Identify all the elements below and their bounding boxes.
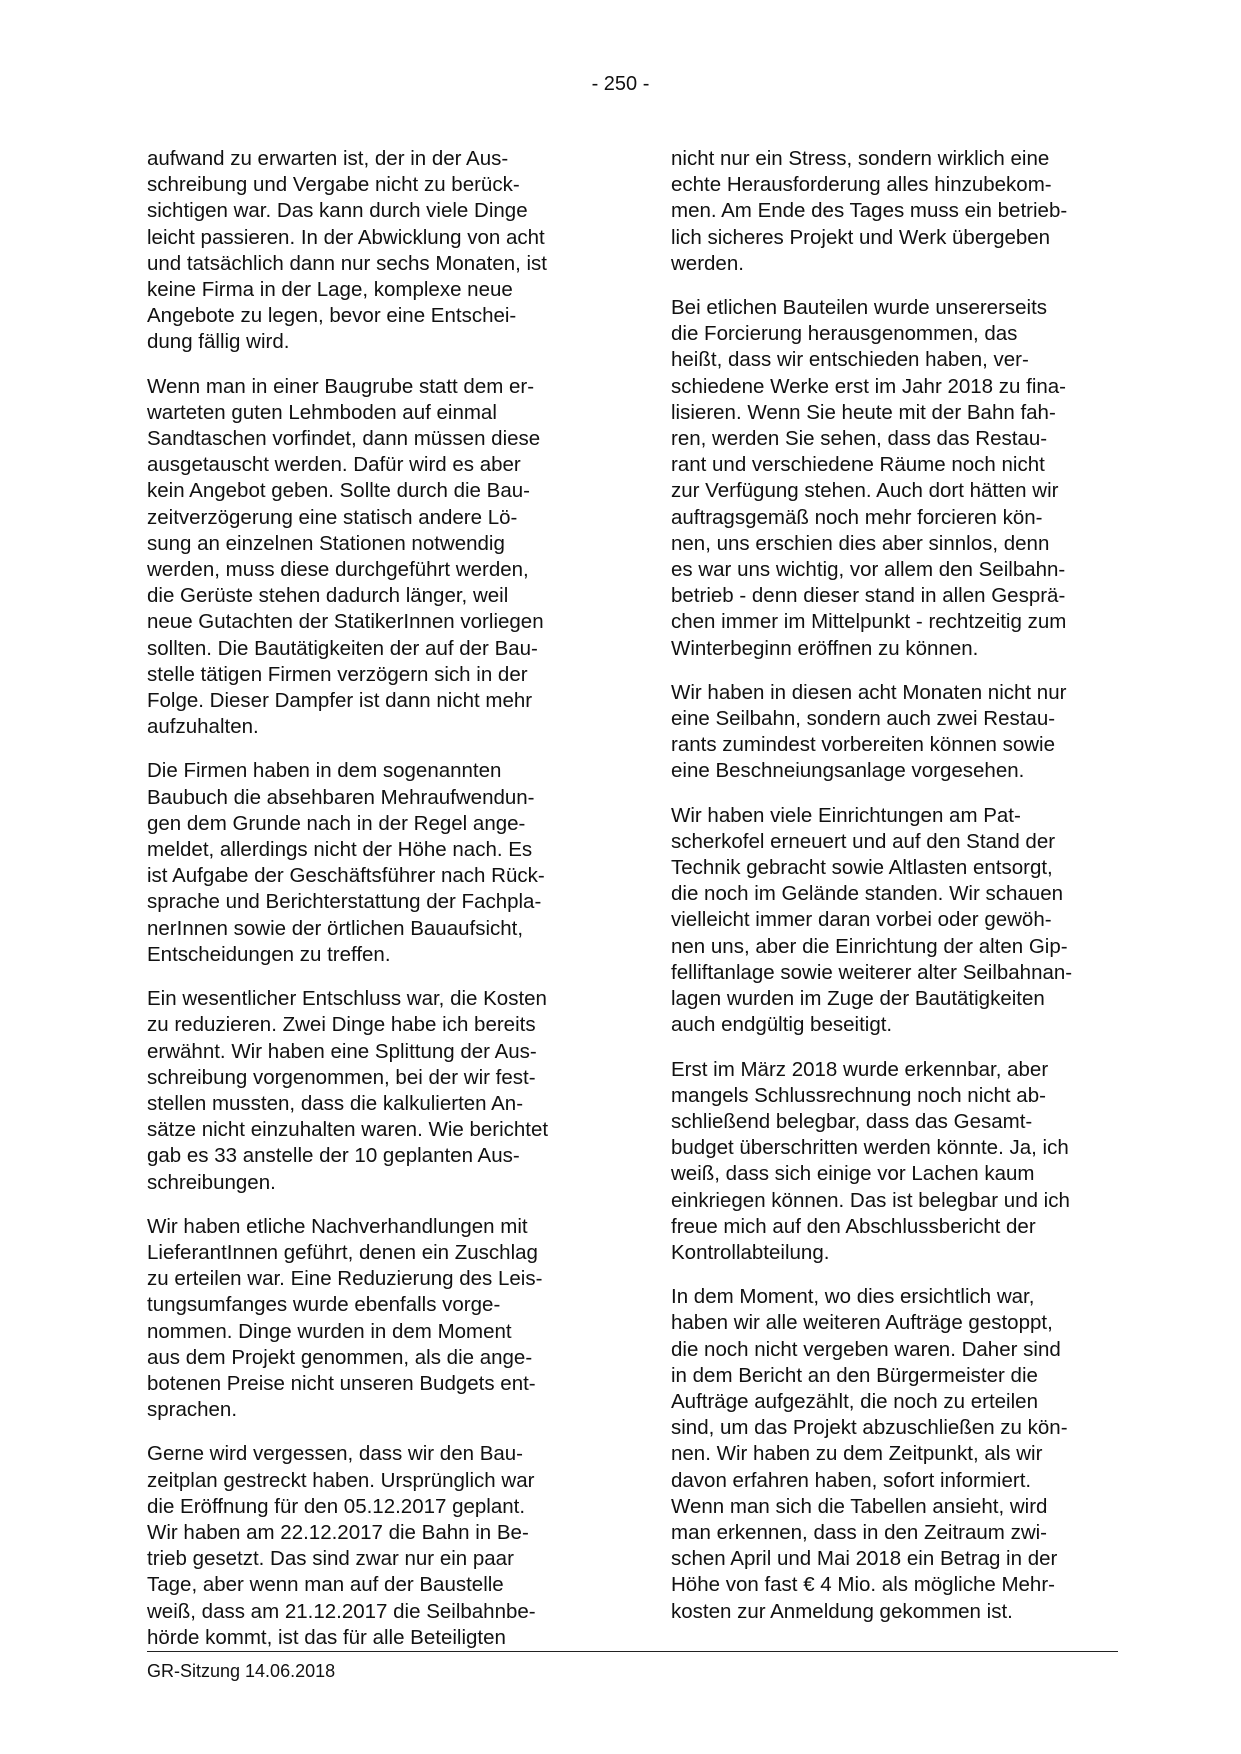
text-line: zur Verfügung stehen. Auch dort hätten wir bbox=[671, 479, 1059, 503]
text-line: mangels Schlussrechnung noch nicht ab- bbox=[671, 1083, 1046, 1107]
footer-divider bbox=[147, 1651, 1118, 1652]
text-line: aufzuhalten. bbox=[147, 715, 259, 739]
text-line: freue mich auf den Abschlussbericht der bbox=[671, 1214, 1036, 1238]
text-line: neue Gutachten der StatikerInnen vorliegen bbox=[147, 610, 544, 634]
text-line: nerInnen sowie der örtlichen Bauaufsicht, bbox=[147, 916, 524, 940]
text-line: auch endgültig beseitigt. bbox=[671, 1013, 893, 1037]
text-line: budget überschritten werden könnte. Ja, ich bbox=[671, 1136, 1069, 1160]
text-line: In dem Moment, wo dies ersichtlich war, bbox=[671, 1285, 1035, 1309]
text-line: und tatsächlich dann nur sechs Monaten, ist bbox=[147, 251, 547, 275]
footer-session-date: GR-Sitzung 14.06.2018 bbox=[147, 1661, 336, 1681]
text-line: die Forcierung herausgenommen, das bbox=[671, 322, 1018, 346]
text-line: trieb gesetzt. Das sind zwar nur ein paar bbox=[147, 1547, 514, 1571]
text-line: die Gerüste stehen dadurch länger, weil bbox=[147, 584, 509, 608]
paragraph bbox=[671, 680, 1121, 785]
text-line: werden, muss diese durchgeführt werden, bbox=[147, 558, 529, 582]
text-line: keine Firma in der Lage, komplexe neue bbox=[147, 278, 513, 302]
paragraph bbox=[147, 146, 597, 356]
left-column bbox=[147, 146, 597, 1669]
paragraph bbox=[671, 1284, 1121, 1625]
text-line: Bei etlichen Bauteilen wurde unsererseits bbox=[671, 296, 1048, 320]
text-line: dung fällig wird. bbox=[147, 330, 290, 354]
text-line: Sandtaschen vorfindet, dann müssen diese bbox=[147, 427, 541, 451]
text-line: Die Firmen haben in dem sogenannten bbox=[147, 759, 502, 783]
text-line: scherkofel erneuert und auf den Stand der bbox=[671, 829, 1056, 853]
text-line: auftragsgemäß noch mehr forcieren kön- bbox=[671, 505, 1043, 529]
text-line: sind, um das Projekt abzuschließen zu kön- bbox=[671, 1416, 1068, 1440]
text-line: echte Herausforderung alles hinzubekom- bbox=[671, 173, 1052, 197]
text-line: Technik gebracht sowie Altlasten entsorgt, bbox=[671, 856, 1053, 880]
text-line: weiß, dass sich einige vor Lachen kaum bbox=[671, 1162, 1035, 1186]
text-line: meldet, allerdings nicht der Höhe nach. Es bbox=[147, 838, 533, 862]
text-line: schen April und Mai 2018 ein Betrag in der bbox=[671, 1547, 1058, 1571]
paragraph bbox=[147, 374, 597, 741]
text-line: weiß, dass am 21.12.2017 die Seilbahnbe- bbox=[147, 1599, 536, 1623]
paragraph bbox=[147, 1214, 597, 1424]
text-line: men. Am Ende des Tages muss ein betrieb- bbox=[671, 199, 1068, 223]
text-line: schreibungen. bbox=[147, 1170, 276, 1194]
text-line: schließend belegbar, dass das Gesamt- bbox=[671, 1109, 1033, 1133]
text-line: aufwand zu erwarten ist, der in der Aus- bbox=[147, 147, 509, 170]
text-line: leicht passieren. In der Abwicklung von acht bbox=[147, 225, 545, 249]
text-line: gen dem Grunde nach in der Regel ange- bbox=[147, 811, 526, 835]
text-line: sichtigen war. Das kann durch viele Dinge bbox=[147, 199, 528, 223]
text-line: Tage, aber wenn man auf der Baustelle bbox=[147, 1573, 504, 1597]
text-line: davon erfahren haben, sofort informiert. bbox=[671, 1468, 1032, 1492]
text-line: nen uns, aber die Einrichtung der alten Gip- bbox=[671, 934, 1068, 958]
text-line: chen immer im Mittelpunkt - rechtzeitig zum bbox=[671, 610, 1067, 634]
text-line: eine Seilbahn, sondern auch zwei Restau- bbox=[671, 707, 1056, 731]
text-line: die noch im Gelände standen. Wir schauen bbox=[671, 882, 1064, 906]
text-line: Entscheidungen zu treffen. bbox=[147, 942, 391, 966]
text-line: nen. Wir haben zu dem Zeitpunkt, als wir bbox=[671, 1442, 1043, 1466]
text-line: Wenn man in einer Baugrube statt dem er- bbox=[147, 374, 535, 398]
text-line: botenen Preise nicht unseren Budgets ent- bbox=[147, 1371, 536, 1395]
text-line: Erst im März 2018 wurde erkennbar, aber bbox=[671, 1057, 1049, 1081]
text-line: betrieb - denn dieser stand in allen Gesprä- bbox=[671, 584, 1066, 608]
text-line: kosten zur Anmeldung gekommen ist. bbox=[671, 1599, 1013, 1623]
text-line: hörde kommt, ist das für alle Beteiligten bbox=[147, 1625, 506, 1649]
text-line: Wir haben am 22.12.2017 die Bahn in Be- bbox=[147, 1520, 529, 1544]
paragraph bbox=[671, 295, 1121, 662]
text-line: in dem Bericht an den Bürgermeister die bbox=[671, 1363, 1038, 1387]
text-line: schreibung und Vergabe nicht zu berück- bbox=[147, 173, 520, 197]
text-line: sprache und Berichterstattung der Fachpla- bbox=[147, 890, 542, 914]
text-line: ausgetauscht werden. Dafür wird es aber bbox=[147, 453, 521, 477]
text-line: sung an einzelnen Stationen notwendig bbox=[147, 531, 505, 555]
text-line: felliftanlage sowie weiterer alter Seilbahnan- bbox=[671, 960, 1073, 984]
text-line: nen, uns erschien dies aber sinnlos, denn bbox=[671, 531, 1050, 555]
text-line: die noch nicht vergeben waren. Daher sind bbox=[671, 1337, 1061, 1361]
text-line: Höhe von fast € 4 Mio. als mögliche Mehr- bbox=[671, 1573, 1055, 1597]
text-line: man erkennen, dass in den Zeitraum zwi- bbox=[671, 1520, 1048, 1544]
text-line: stellen mussten, dass die kalkulierten An- bbox=[147, 1091, 524, 1115]
text-line: lisieren. Wenn Sie heute mit der Bahn fah- bbox=[671, 400, 1056, 424]
text-line: nommen. Dinge wurden in dem Moment bbox=[147, 1319, 512, 1343]
text-line: Kontrollabteilung. bbox=[671, 1240, 830, 1264]
text-line: lich sicheres Projekt und Werk übergeben bbox=[671, 225, 1051, 249]
text-line: Wenn man sich die Tabellen ansieht, wird bbox=[671, 1494, 1048, 1518]
paragraph bbox=[671, 803, 1121, 1039]
text-line: es war uns wichtig, vor allem den Seilbahn- bbox=[671, 558, 1066, 582]
text-line: rants zumindest vorbereiten können sowie bbox=[671, 733, 1056, 757]
text-line: ren, werden Sie sehen, dass das Restau- bbox=[671, 427, 1048, 451]
text-line: haben wir alle weiteren Aufträge gestoppt, bbox=[671, 1311, 1053, 1335]
text-line: Gerne wird vergessen, dass wir den Bau- bbox=[147, 1442, 524, 1466]
paragraph bbox=[147, 986, 597, 1196]
text-line: zu erteilen war. Eine Reduzierung des Leis- bbox=[147, 1267, 543, 1291]
text-line: warteten guten Lehmboden auf einmal bbox=[147, 400, 497, 424]
text-line: rant und verschiedene Räume noch nicht bbox=[671, 453, 1045, 477]
text-line: die Eröffnung für den 05.12.2017 geplant. bbox=[147, 1494, 526, 1518]
text-line: heißt, dass wir entschieden haben, ver- bbox=[671, 348, 1029, 372]
paragraph bbox=[671, 146, 1121, 277]
text-line: kein Angebot geben. Sollte durch die Bau- bbox=[147, 479, 530, 503]
text-line: schreibung vorgenommen, bei der wir fest- bbox=[147, 1065, 536, 1089]
text-line: Folge. Dieser Dampfer ist dann nicht mehr bbox=[147, 689, 533, 713]
text-line: Baubuch die absehbaren Mehraufwendun- bbox=[147, 785, 535, 809]
text-line: Angebote zu legen, bevor eine Entschei- bbox=[147, 304, 517, 328]
text-line: schiedene Werke erst im Jahr 2018 zu fina- bbox=[671, 374, 1067, 398]
text-line: eine Beschneiungsanlage vorgesehen. bbox=[671, 759, 1025, 783]
text-line: Aufträge aufgezählt, die noch zu erteilen bbox=[671, 1389, 1038, 1413]
text-line: aus dem Projekt genommen, als die ange- bbox=[147, 1345, 533, 1369]
text-line: LieferantInnen geführt, denen ein Zuschlag bbox=[147, 1240, 538, 1264]
text-line: sätze nicht einzuhalten waren. Wie berichtet bbox=[147, 1118, 549, 1142]
text-line: sprachen. bbox=[147, 1398, 238, 1422]
text-line: zeitplan gestreckt haben. Ursprünglich war bbox=[147, 1468, 535, 1492]
text-line: tungsumfanges wurde ebenfalls vorge- bbox=[147, 1293, 501, 1317]
text-line: Ein wesentlicher Entschluss war, die Kosten bbox=[147, 987, 547, 1011]
text-line: einkriegen können. Das ist belegbar und ich bbox=[671, 1188, 1070, 1212]
text-line: lagen wurden im Zuge der Bautätigkeiten bbox=[671, 987, 1045, 1011]
text-line: stelle tätigen Firmen verzögern sich in der bbox=[147, 662, 528, 686]
text-line: vielleicht immer daran vorbei oder gewöh- bbox=[671, 908, 1052, 932]
text-line: werden. bbox=[671, 251, 744, 275]
paragraph bbox=[147, 1441, 597, 1651]
paragraph bbox=[147, 758, 597, 968]
text-line: Wir haben in diesen acht Monaten nicht nur bbox=[671, 680, 1067, 704]
text-line: gab es 33 anstelle der 10 geplanten Aus- bbox=[147, 1144, 520, 1168]
text-line: erwähnt. Wir haben eine Splittung der Aus- bbox=[147, 1039, 537, 1063]
text-line: zu reduzieren. Zwei Dinge habe ich bereits bbox=[147, 1013, 536, 1037]
right-column bbox=[671, 146, 1121, 1643]
text-line: zeitverzögerung eine statisch andere Lö- bbox=[147, 505, 518, 529]
text-line: ist Aufgabe der Geschäftsführer nach Rück- bbox=[147, 864, 545, 888]
text-line: Wir haben viele Einrichtungen am Pat- bbox=[671, 803, 1021, 827]
text-line: Winterbeginn eröffnen zu können. bbox=[671, 636, 979, 660]
paragraph bbox=[671, 1057, 1121, 1267]
text-line: nicht nur ein Stress, sondern wirklich eine bbox=[671, 147, 1050, 170]
page-number: - 250 - bbox=[591, 73, 650, 95]
text-line: Wir haben etliche Nachverhandlungen mit bbox=[147, 1214, 528, 1238]
text-line: sollten. Die Bautätigkeiten der auf der Bau- bbox=[147, 636, 538, 660]
